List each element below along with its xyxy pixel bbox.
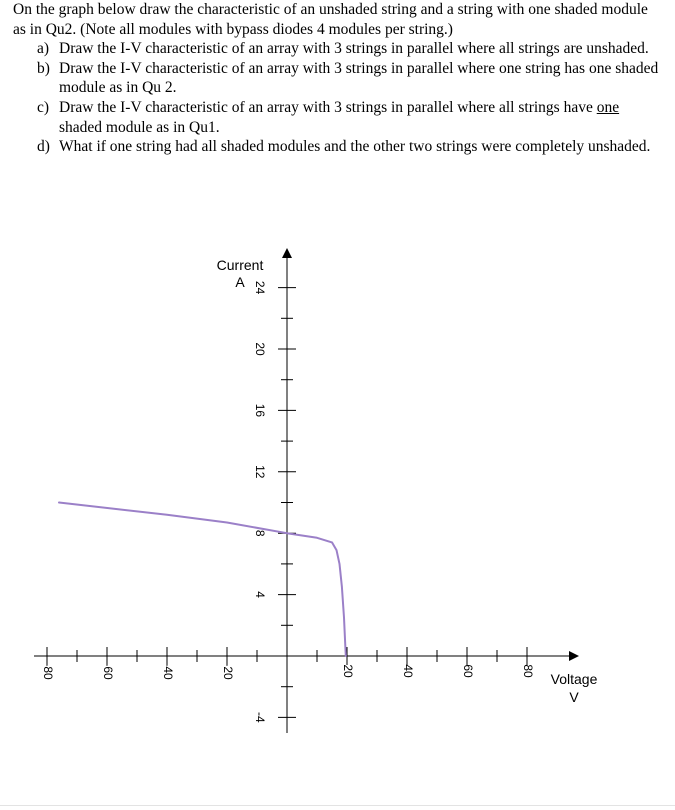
question-label: c) [37, 98, 50, 116]
x-tick-label: -40 [160, 662, 175, 680]
intro-paragraph: On the graph below draw the characteristic of an unshaded string and a string with one shaded module as in Qu2. (Note all modules with bypass diodes 4 modules per string.) [13, 1, 648, 38]
y-axis-unit: A [235, 274, 245, 290]
y-tick-label: 16 [252, 403, 267, 418]
x-tick-label: 40 [400, 664, 415, 678]
series-layer [59, 503, 346, 657]
question-text-a: Draw the I-V characteristic of an array with 3 strings in parallel where all strings are unshaded. [59, 40, 649, 58]
x-tick-label: 60 [460, 664, 475, 678]
y-tick-label: 8 [252, 529, 267, 537]
y-tick-label: -4 [252, 712, 267, 723]
question-text-c-after: shaded module as in Qu1. [59, 118, 220, 136]
question-label: b) [37, 59, 50, 77]
page-bottom-rule [0, 805, 675, 806]
axes [34, 253, 574, 733]
x-axis-title: Voltage [550, 671, 598, 687]
iv-curve-line [59, 503, 346, 657]
y-tick-label: 20 [252, 342, 267, 356]
question-text-b: Draw the I-V characteristic of an array with 3 strings in parallel where one string has one shaded module as in Qu 2. [59, 59, 659, 97]
x-tick-label: -80 [40, 662, 55, 680]
question-label: a) [37, 40, 50, 58]
question-label: d) [37, 138, 50, 156]
y-tick-label: 4 [252, 591, 267, 598]
question-text-c-underlined: one [596, 98, 620, 116]
question-text-c-before: Draw the I-V characteristic of an array with 3 strings in parallel where all strings have [59, 98, 597, 116]
question-text-d: What if one string had all shaded modules and the other two strings were completely unshaded. [59, 138, 651, 156]
x-axis-unit: V [569, 689, 579, 705]
x-tick-label: 20 [340, 664, 355, 678]
x-tick-label: 80 [520, 664, 535, 678]
tick-labels [41, 281, 535, 723]
x-tick-label: -60 [100, 662, 115, 680]
y-tick-label: 24 [252, 280, 267, 295]
x-tick-label: -20 [220, 662, 235, 680]
y-axis-title: Current [216, 257, 264, 273]
y-tick-label: 12 [252, 465, 267, 479]
